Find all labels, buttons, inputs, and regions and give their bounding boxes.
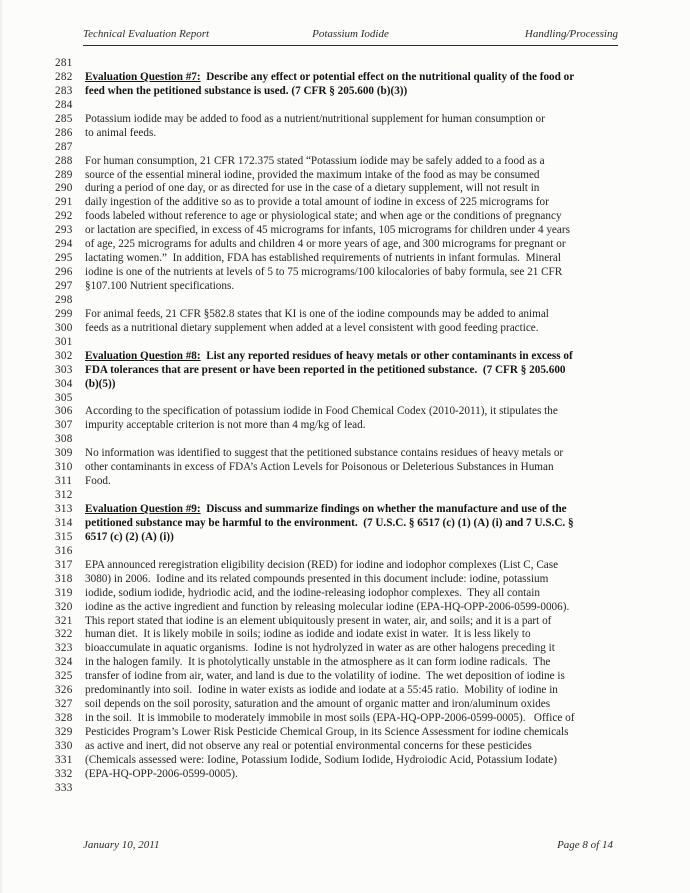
line-text	[85, 392, 690, 406]
line-number: 293	[55, 224, 73, 237]
line-text-content: or lactation are specified, in excess of 45 micrograms for infants, 105 micrograms for children under 4 years	[85, 224, 570, 237]
line-number: 299	[55, 307, 73, 320]
line-text	[85, 447, 690, 461]
line-text-content: EPA announced reregistration eligibility decision (RED) for iodine and iodophor complexes (List C, Case	[85, 558, 559, 571]
line-number: 287	[55, 140, 73, 153]
line-text	[85, 712, 690, 726]
line-number: 331	[55, 753, 73, 766]
document-line	[0, 308, 690, 322]
document-line	[0, 559, 690, 573]
line-text	[85, 754, 690, 768]
line-text-content: List any reported residues of heavy metals or other contaminants in excess of	[200, 349, 573, 362]
page-footer	[83, 839, 613, 851]
line-text-content: in the soil. It is immobile to moderately immobile in most soils (EPA-HQ-OPP-2006-0599-0005). Office of	[85, 712, 575, 725]
line-text	[85, 461, 690, 475]
line-text	[85, 545, 690, 559]
line-number: 300	[55, 321, 73, 334]
line-number: 316	[55, 544, 73, 557]
line-text	[85, 85, 690, 99]
line-text	[85, 364, 690, 378]
line-text	[85, 266, 690, 280]
header-substance-name: Potassium Iodide	[312, 28, 389, 40]
line-number: 333	[55, 781, 73, 794]
line-text-content: impurity acceptable criterion is not more than 4 mg/kg of lead.	[85, 419, 366, 432]
line-number: 304	[55, 377, 73, 390]
document-line	[0, 364, 690, 378]
line-text-content: predominantly into soil. Iodine in water exists as iodide and iodate at a 55:45 ratio. Mobility of iodine in	[85, 684, 558, 697]
document-line	[0, 670, 690, 684]
line-text-content: §107.100 Nutrient specifications.	[85, 280, 235, 292]
line-text-content: iodine as the active ingredient and function by releasing molecular iodine (EPA-HQ-OPP-2006-0599-0006).	[85, 600, 570, 613]
header-report-title: Technical Evaluation Report	[83, 28, 210, 40]
line-text-content: FDA tolerances that are present or have been reported in the petitioned substance. (7 CFR § 205.600	[85, 363, 566, 376]
line-number: 332	[55, 767, 73, 780]
document-line	[0, 392, 690, 406]
line-text	[85, 169, 690, 183]
line-number: 326	[55, 684, 73, 697]
line-text	[85, 615, 690, 629]
line-text-content: to animal feeds.	[85, 126, 157, 139]
line-number: 315	[55, 530, 73, 543]
line-text	[85, 656, 690, 670]
line-text	[85, 252, 690, 266]
line-number: 296	[55, 266, 73, 279]
line-number: 303	[55, 363, 73, 376]
line-number: 295	[55, 252, 73, 265]
line-text	[85, 573, 690, 587]
line-number: 310	[55, 461, 73, 474]
line-text	[85, 141, 690, 155]
line-text	[85, 322, 690, 336]
line-text	[85, 99, 690, 113]
document-line	[0, 712, 690, 726]
document-line	[0, 573, 690, 587]
footer-date: January 10, 2011	[83, 839, 160, 851]
line-number: 284	[55, 98, 73, 111]
line-number: 294	[55, 238, 73, 251]
line-text-content: (EPA-HQ-OPP-2006-0599-0005).	[85, 767, 238, 780]
line-number: 318	[55, 572, 73, 585]
document-line	[0, 350, 690, 364]
document-line	[0, 71, 690, 85]
document-line	[0, 698, 690, 712]
line-text	[85, 336, 690, 350]
document-line	[0, 99, 690, 113]
line-text	[85, 182, 690, 196]
document-line	[0, 238, 690, 252]
header-scope-label: Handling/Processing	[524, 28, 618, 40]
document-line	[0, 141, 690, 155]
document-line	[0, 210, 690, 224]
line-text-content: Discuss and summarize findings on whether the manufacture and use of the	[200, 503, 567, 515]
document-line	[0, 266, 690, 280]
document-line	[0, 628, 690, 642]
document-line	[0, 656, 690, 670]
line-number: 298	[55, 293, 73, 306]
line-number: 285	[55, 112, 73, 125]
line-text	[85, 684, 690, 698]
line-number: 328	[55, 712, 73, 725]
line-number: 321	[55, 614, 73, 627]
document-line	[0, 587, 690, 601]
line-text	[85, 642, 690, 656]
question-heading-label: Evaluation Question #8:	[85, 349, 201, 362]
document-line	[0, 378, 690, 392]
line-number: 327	[55, 698, 73, 711]
line-text-content: Describe any effect or potential effect on the nutritional quality of the food or	[200, 70, 575, 83]
line-number: 292	[55, 210, 73, 223]
line-number: 314	[55, 516, 73, 529]
line-number: 309	[55, 447, 73, 460]
line-text	[85, 294, 690, 308]
document-line	[0, 489, 690, 503]
line-text-content: iodide, sodium iodide, hydriodic acid, and the iodine-releasing iodophor complexes. They all contain	[85, 586, 540, 599]
line-text	[85, 308, 690, 322]
line-text	[85, 698, 690, 712]
line-number: 323	[55, 642, 73, 655]
line-number: 319	[55, 586, 73, 599]
line-text	[85, 559, 690, 573]
document-line	[0, 280, 690, 294]
document-body	[0, 57, 690, 796]
line-number: 320	[55, 600, 73, 613]
line-text	[85, 503, 690, 517]
line-number: 302	[55, 349, 73, 362]
line-text	[85, 475, 690, 489]
line-text-content: as active and inert, did not observe any real or potential environmental concerns for these pesticides	[85, 739, 532, 752]
line-text	[85, 489, 690, 503]
line-number: 291	[55, 196, 73, 209]
line-text-content: lactating women.” In addition, FDA has established requirements of nutrients in infant formulas. Mineral	[85, 252, 561, 265]
line-number: 311	[55, 475, 73, 488]
line-text-content: human diet. It is likely mobile in soils; iodine as iodide and iodate exist in water. It is less likely to	[85, 628, 531, 641]
line-text-content: Food.	[85, 475, 111, 488]
document-line	[0, 196, 690, 210]
document-line	[0, 85, 690, 99]
document-line	[0, 433, 690, 447]
question-heading-label: Evaluation Question #9:	[85, 503, 201, 515]
document-line	[0, 461, 690, 475]
line-text-content: (Chemicals assessed were: Iodine, Potassium Iodide, Sodium Iodide, Hydroiodic Acid, Potassium Iodate)	[85, 753, 557, 766]
document-line	[0, 615, 690, 629]
line-number: 297	[55, 280, 73, 292]
line-text	[85, 155, 690, 169]
document-line	[0, 57, 690, 71]
document-line	[0, 169, 690, 183]
line-text-content: Potassium iodide may be added to food as a nutrient/nutritional supplement for human consumption or	[85, 112, 545, 125]
line-text-content: This report stated that iodine is an element ubiquitously present in water, air, and soils; and it is a part of	[85, 614, 552, 627]
line-number: 283	[55, 84, 73, 97]
line-text	[85, 601, 690, 615]
line-number: 281	[55, 57, 73, 69]
document-line	[0, 684, 690, 698]
document-line	[0, 754, 690, 768]
line-text-content: 3080) in 2006. Iodine and its related compounds presented in this document include: iodine, potassium	[85, 572, 549, 585]
line-text-content: source of the essential mineral iodine, provided the maximum intake of the food as may be consumed	[85, 168, 540, 181]
line-text-content: iodine is one of the nutrients at levels of 5 to 75 micrograms/100 kilocalories of baby formula, see 21 CFR	[85, 266, 563, 279]
line-text-content: 6517 (c) (2) (A) (i))	[85, 530, 174, 543]
line-number: 288	[55, 154, 73, 167]
line-number: 325	[55, 670, 73, 683]
line-text-content: For animal feeds, 21 CFR §582.8 states that KI is one of the iodine compounds may be added to animal	[85, 307, 549, 320]
document-line	[0, 642, 690, 656]
document-line	[0, 224, 690, 238]
line-text-content: According to the specification of potassium iodide in Food Chemical Codex (2010-2011), it stipulates the	[85, 405, 558, 418]
line-text-content: feed when the petitioned substance is used. (7 CFR § 205.600 (b)(3))	[85, 84, 408, 97]
line-text	[85, 628, 690, 642]
line-text-content: bioaccumulate in aquatic organisms. Iodine is not hydrolyzed in water as are other halogens preceding it	[85, 642, 555, 655]
document-line	[0, 726, 690, 740]
document-line	[0, 127, 690, 141]
page-header	[83, 28, 618, 46]
line-text-content: during a period of one day, or as directed for use in the case of a dietary supplement, will not result in	[85, 182, 540, 195]
line-number: 290	[55, 182, 73, 195]
line-text	[85, 405, 690, 419]
line-number: 324	[55, 656, 73, 669]
line-text	[85, 670, 690, 684]
line-text-content: feeds as a nutritional dietary supplement when added at a level consistent with good feeding practice.	[85, 321, 539, 334]
question-heading-label: Evaluation Question #7:	[85, 70, 201, 83]
line-text	[85, 768, 690, 782]
document-line	[0, 517, 690, 531]
line-text-content: No information was identified to suggest that the petitioned substance contains residues of heavy metals or	[85, 447, 564, 460]
line-text	[85, 350, 690, 364]
document-line	[0, 322, 690, 336]
line-text	[85, 587, 690, 601]
line-text	[85, 280, 690, 294]
line-text-content: soil depends on the soil porosity, saturation and the amount of organic matter and iron/aluminum oxides	[85, 698, 551, 711]
document-line	[0, 294, 690, 308]
line-text	[85, 782, 690, 796]
line-number: 329	[55, 726, 73, 738]
line-text	[85, 238, 690, 252]
line-text	[85, 378, 690, 392]
line-number: 317	[55, 558, 73, 571]
line-number: 330	[55, 739, 73, 752]
document-line	[0, 768, 690, 782]
line-text-content: in the halogen family. It is photolytically unstable in the atmosphere as it can form iodine radicals. The	[85, 656, 551, 669]
document-line	[0, 336, 690, 350]
line-text	[85, 517, 690, 531]
line-number: 301	[55, 335, 73, 348]
line-text	[85, 57, 690, 71]
line-number: 312	[55, 489, 73, 502]
line-number: 286	[55, 126, 73, 139]
line-number: 305	[55, 391, 73, 404]
document-line	[0, 252, 690, 266]
document-line	[0, 531, 690, 545]
footer-page-number: Page 8 of 14	[557, 839, 613, 851]
document-line	[0, 447, 690, 461]
document-line	[0, 419, 690, 433]
document-line	[0, 503, 690, 517]
line-number: 306	[55, 405, 73, 418]
document-line	[0, 113, 690, 127]
line-text-content: daily ingestion of the additive so as to provide a total amount of iodine in excess of 225 micrograms for	[85, 196, 549, 209]
line-text	[85, 419, 690, 433]
line-text	[85, 196, 690, 210]
line-number: 322	[55, 628, 73, 641]
line-text-content: petitioned substance may be harmful to the environment. (7 U.S.C. § 6517 (c) (1) (A) (i) and 7 U.S.C. §	[85, 516, 574, 529]
document-line	[0, 475, 690, 489]
line-text	[85, 740, 690, 754]
document-line	[0, 601, 690, 615]
line-text-content: other contaminants in excess of FDA’s Action Levels for Poisonous or Deleterious Substances in Human	[85, 461, 554, 474]
line-text	[85, 433, 690, 447]
document-line	[0, 740, 690, 754]
line-text	[85, 127, 690, 141]
line-number: 308	[55, 433, 73, 446]
line-text	[85, 71, 690, 85]
document-line	[0, 545, 690, 559]
line-text	[85, 531, 690, 545]
line-number: 307	[55, 419, 73, 432]
line-text-content: Pesticides Program’s Lower Risk Pesticide Chemical Group, in its Science Assessment for iodine chemicals	[85, 726, 569, 738]
document-line	[0, 182, 690, 196]
line-text	[85, 113, 690, 127]
line-text	[85, 726, 690, 740]
line-text-content: foods labeled without reference to age or physiological state; and when age or the conditions of pregnancy	[85, 210, 562, 223]
line-text	[85, 224, 690, 238]
line-text-content: For human consumption, 21 CFR 172.375 stated “Potassium iodide may be safely added to a food as a	[85, 154, 545, 167]
document-line	[0, 405, 690, 419]
line-text-content: transfer of iodine from air, water, and land is due to the volatility of iodine. The wet deposition of iodine is	[85, 670, 565, 683]
line-number: 313	[55, 503, 73, 515]
line-text	[85, 210, 690, 224]
line-number: 289	[55, 168, 73, 181]
document-line	[0, 782, 690, 796]
line-number: 282	[55, 70, 73, 83]
line-text-content: of age, 225 micrograms for adults and children 4 or more years of age, and 300 micrograms for pregnant or	[85, 238, 566, 251]
line-text-content: (b)(5))	[85, 377, 116, 390]
document-line	[0, 155, 690, 169]
